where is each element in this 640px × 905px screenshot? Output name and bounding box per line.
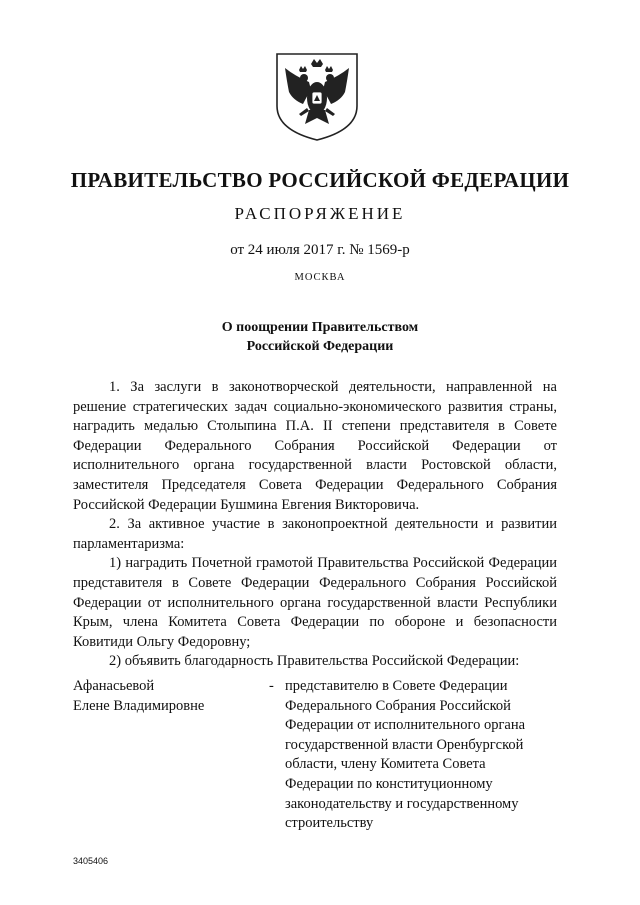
paragraph-4: 2) объявить благодарность Правительства Российской Федерации: bbox=[109, 653, 520, 670]
recipient-description: представителю в Совете Федерации Федерального Собрания Российской Федерации от исполнительного органа государственной власти Оренбургской области, члену Комитета Совета Федерации по конституционному законодательству и государственному строительству bbox=[285, 678, 526, 832]
paragraph-3: 1) наградить Почетной грамотой Правительства Российской Федерации представителя в Совете Федерации Федерального Собрания Российской Федерации от исполнительного органа государственной власти Республики Крым, члена Комитета Совета Федерации по обороне и безопасности Ковитиди Ольгу Федоровну; bbox=[73, 555, 557, 650]
recipient-dash: - bbox=[269, 678, 274, 694]
document-date-number: от 24 июля 2017 г. № 1569-р bbox=[230, 242, 410, 258]
paragraph-2: 2. За активное участие в законопроектной деятельности и развитии парламентаризма: bbox=[73, 516, 557, 552]
recipient-given-names: Елене Владимировне bbox=[73, 697, 205, 714]
government-title: ПРАВИТЕЛЬСТВО РОССИЙСКОЙ ФЕДЕРАЦИИ bbox=[70, 168, 570, 192]
recipient-surname: Афанасьевой bbox=[73, 678, 155, 694]
russian-coat-of-arms-icon bbox=[273, 48, 361, 144]
subject-line-2: Российской Федерации bbox=[246, 339, 394, 354]
subject-line-1: О поощрении Правительством bbox=[221, 320, 419, 335]
paragraph-1: 1. За заслуги в законотворческой деятельности, направленной на решение стратегических задач социально-экономического развития страны, наградить медалью Столыпина П.А. II степени представителя в Совете Федерации Федерального Собрания Российской Федерации от исполнительного органа государственной власти Ростовской области, заместителя Председателя Совета Федерации Федерального Собрания Российской Федерации Бушмина Евгения Викторовича. bbox=[73, 379, 557, 513]
recipient-name bbox=[73, 677, 263, 716]
document-control-number: 3405406 bbox=[73, 856, 109, 866]
city: МОСКВА bbox=[294, 272, 346, 283]
document-subject bbox=[0, 318, 640, 356]
document-body bbox=[73, 378, 557, 672]
document-type: РАСПОРЯЖЕНИЕ bbox=[234, 204, 406, 223]
